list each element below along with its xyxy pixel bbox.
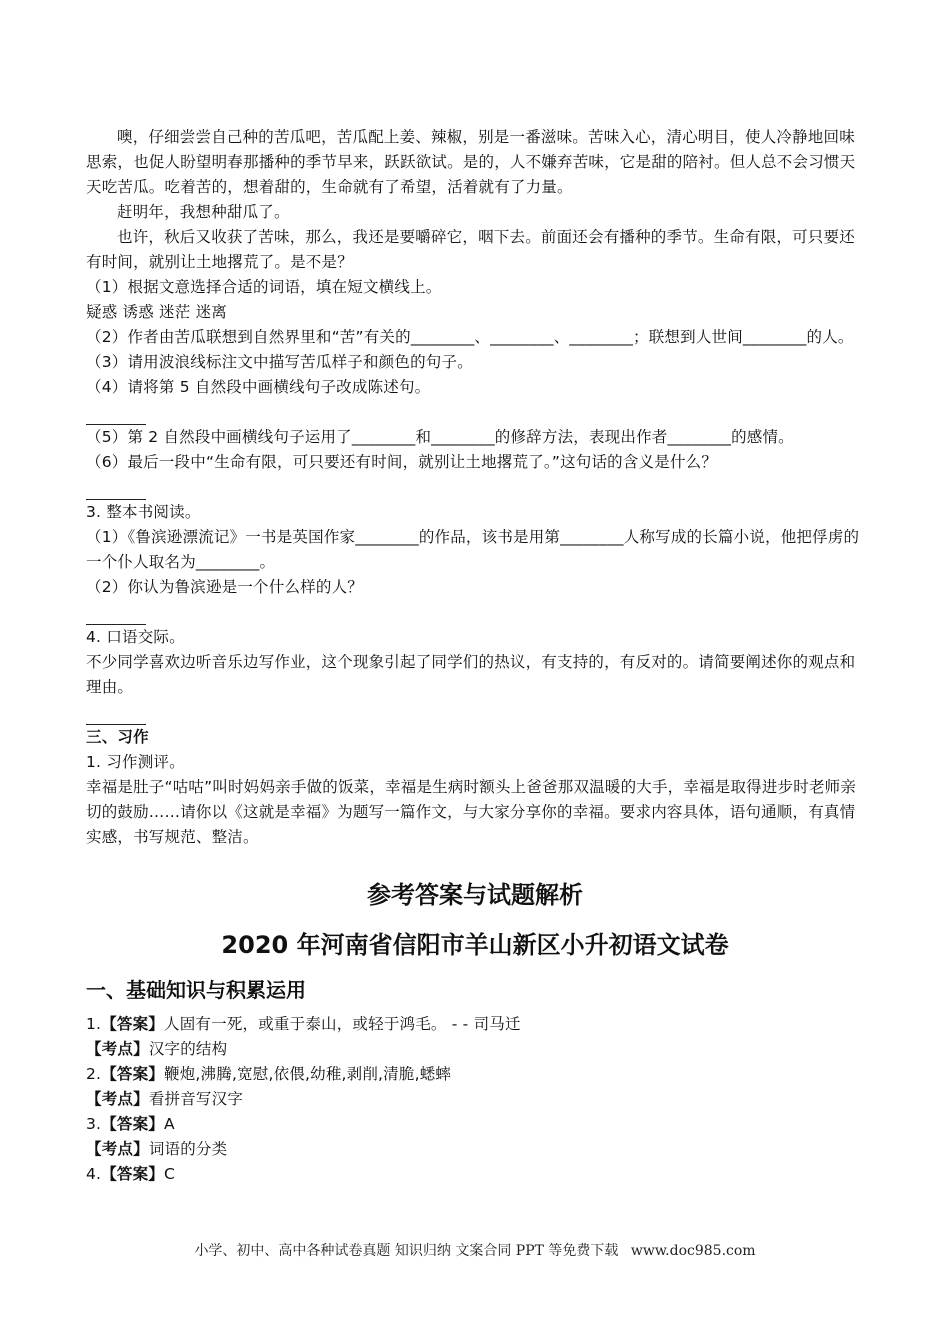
page-footer <box>0 1240 950 1260</box>
footer-site[interactable]: www.doc985.com <box>630 1243 756 1259</box>
answer-blank-line <box>86 700 146 725</box>
document-body <box>86 125 864 1187</box>
answer-item-1: 1.【答案】人固有一死，或重于泰山，或轻于鸿毛。 - - 司马迁 <box>86 1015 521 1033</box>
question-1-options: 疑惑 诱惑 迷茫 迷离 <box>86 303 227 321</box>
section-4-title: 4. 口语交际。 <box>86 628 185 646</box>
section-3-question-1: （1）《鲁滨逊漂流记》一书是英国作家________的作品，该书是用第________人称写成的长篇小说，他把俘虏的一个仆人取名为________。 <box>86 528 860 571</box>
passage-paragraph: 赶明年，我想种甜瓜了。 <box>117 203 290 221</box>
answers-section-heading: 一、基础知识与积累运用 <box>86 978 306 1002</box>
passage-paragraph: 也许，秋后又收获了苦味，那么，我还是要嚼碎它，咽下去。前面还会有播种的季节。生命有限，可只要还有时间，就别让土地撂荒了。是不是？ <box>86 228 855 271</box>
question-2: （2）作者由苦瓜联想到自然界里和“苦”有关的________、________、________；联想到人世间________的人。 <box>86 328 854 346</box>
topic-item-3: 【考点】词语的分类 <box>86 1140 228 1158</box>
writing-title: 1. 习作测评。 <box>86 753 185 771</box>
answer-item-2: 2.【答案】鞭炮,沸腾,宽慰,依偎,幼稚,剥削,清脆,蟋蟀 <box>86 1065 452 1083</box>
writing-prompt: 幸福是肚子“咕咕”叫时妈妈亲手做的饭菜，幸福是生病时额头上爸爸那双温暖的大手，幸福是取得进步时老师亲切的鼓励……请你以《这就是幸福》为题写一篇作文，与大家分享你的幸福。要求内容具体，语句通顺，有真情实感，书写规范、整洁。 <box>86 778 857 846</box>
answer-blank-line <box>86 600 146 625</box>
section-4-text: 不少同学喜欢边听音乐边写作业，这个现象引起了同学们的热议，有支持的，有反对的。请简要阐述你的观点和理由。 <box>86 653 856 696</box>
topic-item-2: 【考点】看拼音写汉字 <box>86 1090 244 1108</box>
answer-blank-line <box>86 400 146 425</box>
footer-text: 小学、初中、高中各种试卷真题 知识归纳 文案合同 PPT 等免费下载 <box>194 1243 619 1259</box>
answer-blank-line <box>86 475 146 500</box>
question-4: （4）请将第 5 自然段中画横线句子改成陈述句。 <box>86 378 431 396</box>
question-3: （3）请用波浪线标注文中描写苦瓜样子和颜色的句子。 <box>86 353 473 371</box>
question-6: （6）最后一段中“生命有限，可只要还有时间，就别让土地撂荒了。”这句话的含义是什么？ <box>86 453 718 471</box>
answer-item-4: 4.【答案】C <box>86 1165 176 1183</box>
topic-item-1: 【考点】汉字的结构 <box>86 1040 228 1058</box>
answer-item-3: 3.【答案】A <box>86 1115 175 1133</box>
section-3-title: 3. 整本书阅读。 <box>86 503 201 521</box>
section-3-question-2: （2）你认为鲁滨逊是一个什么样的人？ <box>86 578 363 596</box>
answers-heading: 参考答案与试题解析 <box>367 881 583 909</box>
passage-paragraph: 噢，仔细尝尝自己种的苦瓜吧，苦瓜配上姜、辣椒，别是一番滋味。苦味入心，清心明目，使人冷静地回味思索，也促人盼望明春那播种的季节早来，跃跃欲试。是的，人不嫌弃苦味，它是甜的陪衬。但人总不会习惯天天吃苦瓜。吃着苦的，想着甜的，生命就有了希望，活着就有了力量。 <box>86 128 856 196</box>
writing-heading: 三、习作 <box>86 728 149 746</box>
exam-title: 2020 年河南省信阳市羊山新区小升初语文试卷 <box>221 931 729 959</box>
question-5: （5）第 2 自然段中画横线句子运用了________和________的修辞方法，表现出作者________的感情。 <box>86 428 794 446</box>
question-1: （1）根据文意选择合适的词语，填在短文横线上。 <box>86 278 442 296</box>
